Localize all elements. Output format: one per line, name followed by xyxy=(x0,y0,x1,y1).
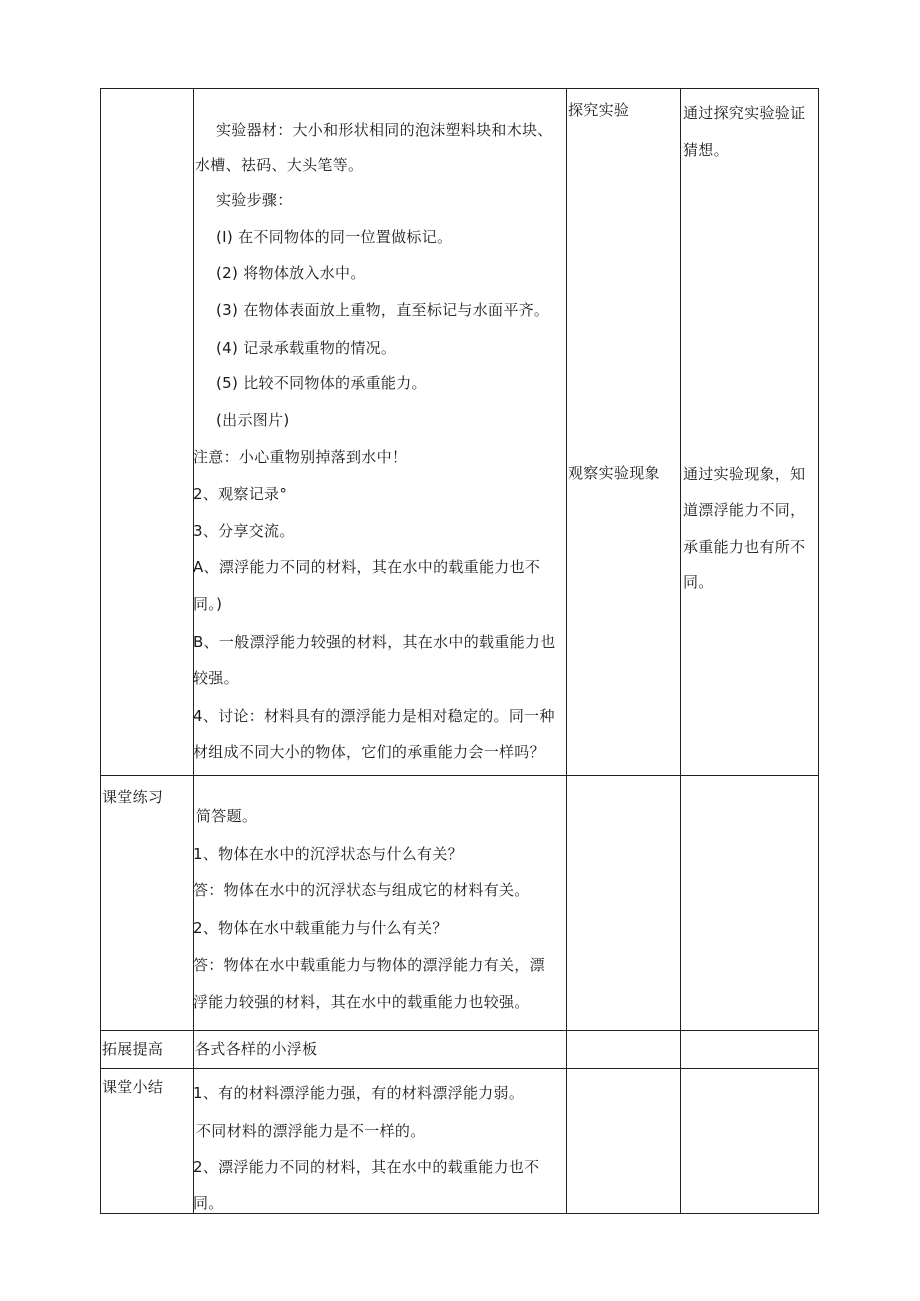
table-row-divider xyxy=(100,1030,819,1031)
row-label-summary: 课堂小结 xyxy=(102,1078,164,1096)
practice-line: 1、物体在水中的沉浮状态与什么有关？ xyxy=(193,845,463,863)
intent-line: 通过实验现象，知 xyxy=(683,465,806,483)
experiment-line: A、漂浮能力不同的材料，其在水中的载重能力也不 xyxy=(193,558,541,576)
experiment-line: (5) 比较不同物体的承重能力。 xyxy=(216,374,427,392)
experiment-line: 3、分享交流。 xyxy=(193,522,295,540)
experiment-line: 同。) xyxy=(193,595,223,613)
experiment-line: (2) 将物体放入水中。 xyxy=(216,264,366,282)
table-column-divider xyxy=(566,88,567,1214)
summary-line: 同。 xyxy=(193,1194,224,1212)
table-border-right xyxy=(818,88,819,1214)
extension-content: 各式各样的小浮板 xyxy=(195,1040,318,1058)
experiment-line: 材组成不同大小的物体，它们的承重能力会一样吗？ xyxy=(193,743,545,761)
practice-line: 答：物体在水中的沉浮状态与组成它的材料有关。 xyxy=(193,881,530,899)
intent-line: 同。 xyxy=(683,573,714,591)
intent-line: 通过探究实验验证 xyxy=(683,104,806,122)
intent-line: 道漂浮能力不同， xyxy=(683,501,806,519)
experiment-line: 注意：小心重物别掉落到水中！ xyxy=(193,448,408,466)
experiment-line: 较强。 xyxy=(193,669,239,687)
experiment-line: (出示图片) xyxy=(216,411,290,429)
practice-line: 答：物体在水中载重能力与物体的漂浮能力有关，漂 xyxy=(193,956,545,974)
practice-line: 浮能力较强的材料，其在水中的载重能力也较强。 xyxy=(193,993,530,1011)
experiment-line: (4) 记录承载重物的情况。 xyxy=(216,339,397,357)
activity-label: 观察实验现象 xyxy=(568,464,660,482)
row-label-extension: 拓展提高 xyxy=(102,1040,164,1058)
experiment-line: (3) 在物体表面放上重物，直至标记与水面平齐。 xyxy=(216,301,550,319)
practice-line: 简答题。 xyxy=(196,807,258,825)
experiment-line: (I) 在不同物体的同一位置做标记。 xyxy=(216,228,453,246)
practice-line: 2、物体在水中载重能力与什么有关？ xyxy=(193,919,448,937)
summary-line: 不同材料的漂浮能力是不一样的。 xyxy=(196,1122,426,1140)
intent-line: 猜想。 xyxy=(683,141,729,159)
activity-label: 探究实验 xyxy=(568,101,630,119)
table-column-divider xyxy=(680,88,681,1214)
table-row-divider xyxy=(100,775,819,776)
experiment-line: 2、观察记录° xyxy=(193,485,288,503)
summary-line: 1、有的材料漂浮能力强，有的材料漂浮能力弱。 xyxy=(193,1084,525,1102)
table-border-left xyxy=(100,88,101,1214)
experiment-line: 实验器材：大小和形状相同的泡沫塑料块和木块、 xyxy=(216,121,553,139)
experiment-line: B、一般漂浮能力较强的材料，其在水中的载重能力也 xyxy=(193,633,556,651)
experiment-line: 实验步骤： xyxy=(216,191,293,209)
experiment-line: 4、讨论：材料具有的漂浮能力是相对稳定的。同一种 xyxy=(193,707,555,725)
experiment-line: 水槽、祛码、大头笔等。 xyxy=(195,156,364,174)
row-label-practice: 课堂练习 xyxy=(102,788,164,806)
table-row-divider xyxy=(100,1068,819,1069)
table-border-bottom xyxy=(100,1213,819,1214)
summary-line: 2、漂浮能力不同的材料，其在水中的载重能力也不 xyxy=(193,1158,540,1176)
table-border-top xyxy=(100,88,819,89)
intent-line: 承重能力也有所不 xyxy=(683,538,806,556)
